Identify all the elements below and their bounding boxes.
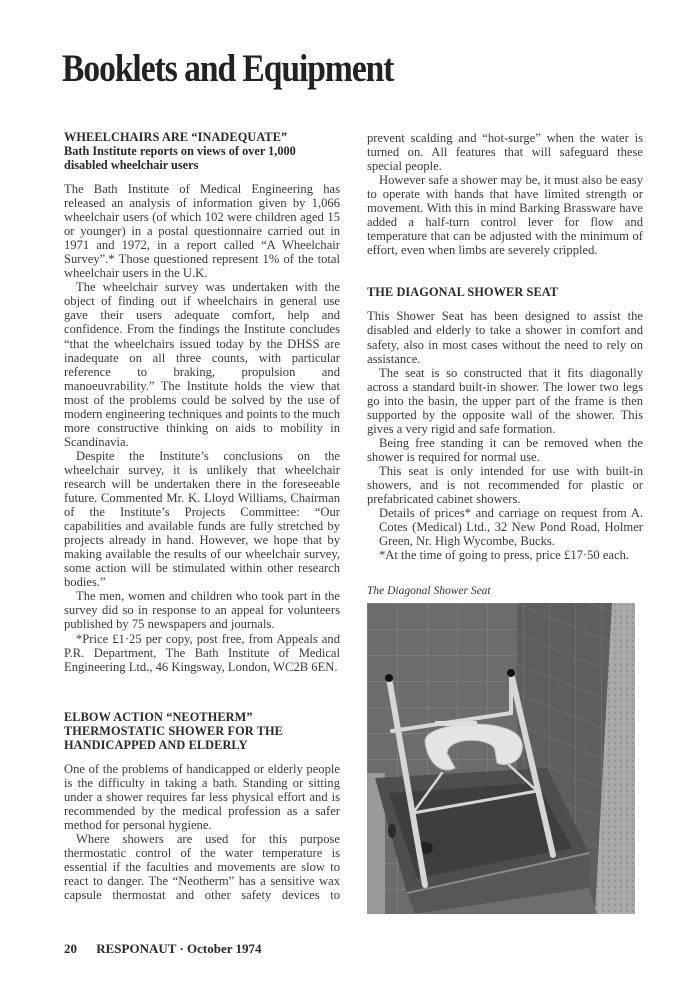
right-column [367, 131, 643, 598]
paragraph: Where showers are used for this purpose thermostatic control of the water temperature is essential if the faculties and movements are slow to react to danger. The “Neotherm” has a sensitive wax capsule thermostat and other safety devices to [64, 831, 340, 903]
price-footnote: *At the time of going to press, price £17·50 each. [379, 548, 630, 563]
neotherm-article [64, 710, 340, 902]
paragraph: prevent scalding and “hot-surge” when the water is turned on. All features that will safeguard these special people. [367, 131, 643, 174]
wheelchair-article [64, 130, 340, 674]
paragraph: Despite the Institute’s conclusions on the wheelchair survey, it is unlikely that wheelchair research will be undertaken there in the foreseeable future. Commented Mr. K. Lloyd Williams, Chairman of the Institute’s Projects Committee: “Our capabilities and available funds are fully stretched by projects already in hand. However, we hope that by making available the results of our wheelchair survey, some action will be stimulated within other research bodies.” [64, 448, 340, 590]
paragraph: The Bath Institute of Medical Engineering has released an analysis of information given by 1,066 wheelchair users (of which 102 were children aged 15 or younger) in a postal questionnaire carried out in 1971 and 1972, in a report called “A Wheelchair Survey”.* Those questioned represent 1% of the total wheelchair users in the U.K. [64, 182, 340, 281]
paragraph: The seat is so constructed that it fits diagonally across a standard built-in shower. The lower two legs go into the basin, the upper part of the frame is then supported by the opposite wall of the shower. This gives a very rigid and safe formation. [367, 365, 643, 436]
article-heading: WHEELCHAIRS ARE “INADEQUATE” [64, 130, 288, 144]
page-title: Booklets and Equipment [62, 47, 394, 90]
photo-caption: The Diagonal Shower Seat [367, 585, 491, 598]
neotherm-article-continued [367, 131, 643, 257]
article-subheading: Bath Institute reports on views of over 1,000 disabled wheelchair users [64, 144, 296, 172]
left-column [64, 130, 340, 902]
paragraph: This Shower Seat has been designed to assist the disabled and elderly to take a shower in comfort and safety, also in most cases without the need to rely on assistance. [367, 309, 643, 366]
footnote-paragraph: *Price £1·25 per copy, post free, from Appeals and P.R. Department, The Bath Institute of Medical Engineering Ltd., 46 Kingsway, London, WC2B 6EN. [64, 631, 340, 674]
publication-line: RESPONAUT · October 1974 [96, 941, 262, 956]
article-heading: THE DIAGONAL SHOWER SEAT [367, 285, 559, 300]
page-number: 20 [64, 941, 77, 956]
contact-paragraph: Details of prices* and carriage on request from A. Cotes (Medical) Ltd., 32 New Pond Road, Holmer Green, Nr. High Wycombe, Bucks. [379, 506, 643, 549]
paragraph: One of the problems of handicapped or elderly people is the difficulty in taking a bath. Standing or sitting under a shower requires far less physical effort and is recommended by the medical profession as a safer method for personal hygiene. [64, 761, 340, 832]
paragraph: Being free standing it can be removed when the shower is required for normal use. [367, 435, 643, 464]
paragraph: The men, women and children who took part in the survey did so in response to an appeal for volunteers published by 75 newspapers and journals. [64, 589, 340, 632]
shower-seat-photo [367, 603, 635, 914]
article-heading: ELBOW ACTION “NEOTHERM” THERMOSTATIC SHOWER FOR THE HANDICAPPED AND ELDERLY [64, 709, 283, 752]
paragraph: This seat is only intended for use with built-in showers, and is not recommended for plastic or prefabricated cabinet showers. [367, 463, 643, 507]
paragraph: The wheelchair survey was undertaken with the object of finding out if wheelchairs in general use gave their users adequate comfort, help and confidence. From the findings the Institute concludes “that the wheelchairs issued today by the DHSS are inadequate on all three counts, with particular reference to braking, propulsion and manoeuvrability.” The Institute holds the view that most of the problems could be solved by the use of modern engineering techniques and points to the much more constructive thinking on aids to mobility in Scandinavia. [64, 280, 340, 449]
page-footer [64, 941, 262, 957]
shower-seat-article [367, 285, 643, 598]
shower-seat-illustration [367, 603, 635, 914]
paragraph: However safe a shower may be, it must also be easy to operate with hands that have limited strength or movement. With this in mind Barking Brassware have added a half-turn control lever for flow and temperature that can be adjusted with the minimum of effort, even when limbs are severely crippled. [367, 173, 643, 258]
